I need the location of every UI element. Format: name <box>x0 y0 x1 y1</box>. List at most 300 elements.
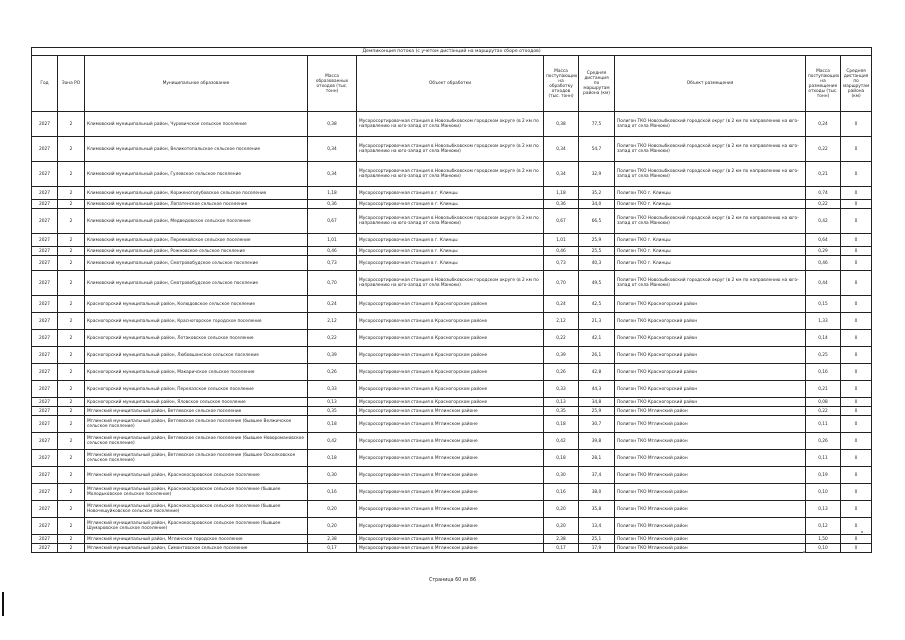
cell-zone: 2 <box>58 398 85 407</box>
cell-placement-object: Полигон ТКО Мглинский район <box>615 416 806 433</box>
cell-processing-object: Мусоросортировочная станция в г. Клинцы <box>357 256 544 271</box>
cell-avg-distance: 40,3 <box>579 256 615 271</box>
cell-zone: 2 <box>58 187 85 200</box>
cell-year: 2027 <box>32 407 58 416</box>
cell-avg-distance-2: 0 <box>841 381 872 398</box>
cell-avg-distance-2: 0 <box>841 433 872 450</box>
table-row <box>32 247 872 256</box>
cell-mass-to-placement: 0,44 <box>806 271 841 296</box>
cell-zone: 2 <box>58 209 85 234</box>
cell-mass-generated: 0,30 <box>308 467 357 484</box>
cell-processing-object: Мусоросортировочная станция в Мглинском районе <box>357 544 544 553</box>
page-number: Страница 60 из 86 <box>428 578 477 583</box>
cell-avg-distance-2: 0 <box>841 544 872 553</box>
cell-mass-generated: 0,24 <box>308 296 357 313</box>
cell-municipality: Климовский муниципальный район, Чуровичское сельское поселение <box>85 112 308 137</box>
header-year: Год <box>32 56 58 112</box>
cell-avg-distance-2: 0 <box>841 364 872 381</box>
cell-year: 2027 <box>32 209 58 234</box>
cell-avg-distance-2: 0 <box>841 347 872 364</box>
cell-municipality: Мглинский муниципальный район, Краснокосаровское сельское поселение <box>85 467 308 484</box>
cell-municipality: Климовский муниципальный район, Великотопальское сельское поселение <box>85 137 308 162</box>
page-edge-mark <box>2 592 4 616</box>
cell-placement-object: Полигон ТКО г. Клинцы <box>615 247 806 256</box>
cell-mass-to-placement: 0,21 <box>806 162 841 187</box>
cell-mass-generated: 0,67 <box>308 209 357 234</box>
cell-placement-object: Полигон ТКО г. Клинцы <box>615 200 806 209</box>
cell-avg-distance: 25,9 <box>579 407 615 416</box>
cell-year: 2027 <box>32 501 58 518</box>
cell-municipality: Красногорский муниципальный район, Любовшанское сельское поселение <box>85 347 308 364</box>
cell-avg-distance-2: 0 <box>841 112 872 137</box>
cell-mass-to-processing: 0,20 <box>544 518 579 535</box>
cell-avg-distance: 28,1 <box>579 450 615 467</box>
cell-municipality: Мглинский муниципальный район, Краснокосаровское сельское поселение (бывшее Шумаровское сельское поселение) <box>85 518 308 535</box>
cell-zone: 2 <box>58 535 85 544</box>
cell-avg-distance-2: 0 <box>841 137 872 162</box>
cell-zone: 2 <box>58 112 85 137</box>
cell-mass-generated: 0,18 <box>308 450 357 467</box>
cell-zone: 2 <box>58 256 85 271</box>
cell-year: 2027 <box>32 433 58 450</box>
cell-avg-distance-2: 0 <box>841 256 872 271</box>
cell-mass-generated: 0,18 <box>308 416 357 433</box>
cell-zone: 2 <box>58 381 85 398</box>
cell-year: 2027 <box>32 247 58 256</box>
cell-mass-generated: 0,70 <box>308 271 357 296</box>
cell-placement-object: Полигон ТКО Мглинский район <box>615 544 806 553</box>
cell-processing-object: Мусоросортировочная станция в Мглинском районе <box>357 433 544 450</box>
table-row <box>32 271 872 296</box>
header-zone: Зона РО <box>58 56 85 112</box>
cell-year: 2027 <box>32 112 58 137</box>
cell-year: 2027 <box>32 381 58 398</box>
cell-avg-distance: 25,5 <box>579 247 615 256</box>
cell-municipality: Климовский муниципальный район, Лопатенское сельское поселение <box>85 200 308 209</box>
cell-municipality: Климовский муниципальный район, Рожновское сельское поселение <box>85 247 308 256</box>
cell-placement-object: Полигон ТКО Красногорский район <box>615 381 806 398</box>
cell-avg-distance: 66,5 <box>579 209 615 234</box>
cell-mass-generated: 0,20 <box>308 518 357 535</box>
cell-mass-to-placement: 1,33 <box>806 313 841 330</box>
header-avg-distance-2: Средняя дистанция по маршрутам района (км) <box>841 56 872 112</box>
cell-placement-object: Полигон ТКО г. Клинцы <box>615 256 806 271</box>
cell-year: 2027 <box>32 544 58 553</box>
cell-avg-distance: 35,8 <box>579 501 615 518</box>
cell-avg-distance-2: 0 <box>841 398 872 407</box>
cell-mass-to-placement: 0,12 <box>806 518 841 535</box>
cell-mass-to-processing: 0,18 <box>544 450 579 467</box>
cell-avg-distance-2: 0 <box>841 234 872 247</box>
table-row <box>32 450 872 467</box>
cell-mass-to-processing: 0,24 <box>544 296 579 313</box>
cell-mass-to-processing: 0,20 <box>544 501 579 518</box>
cell-avg-distance: 13,4 <box>579 518 615 535</box>
cell-mass-to-processing: 0,46 <box>544 247 579 256</box>
cell-mass-to-processing: 0,13 <box>544 398 579 407</box>
cell-mass-to-placement: 0,26 <box>806 433 841 450</box>
cell-zone: 2 <box>58 416 85 433</box>
table-row <box>32 467 872 484</box>
cell-mass-to-processing: 0,73 <box>544 256 579 271</box>
cell-avg-distance-2: 0 <box>841 484 872 501</box>
table-row <box>32 313 872 330</box>
cell-mass-generated: 0,36 <box>308 200 357 209</box>
cell-avg-distance-2: 0 <box>841 296 872 313</box>
cell-municipality: Климовский муниципальный район, Переемайское сельское поселение <box>85 234 308 247</box>
cell-mass-to-placement: 0,10 <box>806 544 841 553</box>
cell-year: 2027 <box>32 347 58 364</box>
cell-processing-object: Мусоросортировочная станция в Красногорском районе <box>357 364 544 381</box>
cell-municipality: Красногорский муниципальный район, Макаричское сельское поселение <box>85 364 308 381</box>
cell-avg-distance-2: 0 <box>841 162 872 187</box>
table-row <box>32 256 872 271</box>
cell-placement-object: Полигон ТКО Новозыбковский городской округ (в 2 км по направлению на юго-запад от села Манюки) <box>615 112 806 137</box>
cell-year: 2027 <box>32 296 58 313</box>
table-row <box>32 518 872 535</box>
cell-municipality: Мглинский муниципальный район, Ветлевское сельское поселение (бывшее Новоромановское сельское поселение) <box>85 433 308 450</box>
cell-avg-distance-2: 0 <box>841 407 872 416</box>
cell-mass-generated: 1,01 <box>308 234 357 247</box>
cell-mass-to-processing: 0,34 <box>544 137 579 162</box>
cell-avg-distance-2: 0 <box>841 247 872 256</box>
cell-processing-object: Мусоросортировочная станция в Мглинском районе <box>357 467 544 484</box>
cell-processing-object: Мусоросортировочная станция в Красногорском районе <box>357 330 544 347</box>
cell-municipality: Мглинский муниципальный район, Краснокосаровское сельское поселение (бывшее Молодьковское сельское поселение) <box>85 484 308 501</box>
cell-zone: 2 <box>58 467 85 484</box>
cell-mass-to-placement: 0,11 <box>806 416 841 433</box>
cell-mass-generated: 0,46 <box>308 247 357 256</box>
cell-avg-distance: 49,5 <box>579 271 615 296</box>
cell-zone: 2 <box>58 296 85 313</box>
cell-year: 2027 <box>32 416 58 433</box>
cell-processing-object: Мусоросортировочная станция в Мглинском районе <box>357 535 544 544</box>
table-row <box>32 398 872 407</box>
table-title-row <box>32 48 872 56</box>
cell-avg-distance: 32,9 <box>579 162 615 187</box>
cell-avg-distance-2: 0 <box>841 501 872 518</box>
cell-placement-object: Полигон ТКО г. Клинцы <box>615 187 806 200</box>
cell-mass-generated: 0,33 <box>308 381 357 398</box>
cell-zone: 2 <box>58 484 85 501</box>
cell-processing-object: Мусоросортировочная станция в Красногорском районе <box>357 398 544 407</box>
cell-mass-to-placement: 0,11 <box>806 450 841 467</box>
cell-mass-to-placement: 0,25 <box>806 347 841 364</box>
header-municipality: Муниципальное образование <box>85 56 308 112</box>
cell-processing-object: Мусоросортировочная станция в Мглинском районе <box>357 407 544 416</box>
cell-municipality: Климовский муниципальный район, Медведовское сельское поселение <box>85 209 308 234</box>
cell-zone: 2 <box>58 544 85 553</box>
cell-year: 2027 <box>32 535 58 544</box>
cell-avg-distance-2: 0 <box>841 200 872 209</box>
cell-placement-object: Полигон ТКО Красногорский район <box>615 296 806 313</box>
cell-avg-distance: 21,3 <box>579 313 615 330</box>
cell-municipality: Климовский муниципальный район, Смотровобудское сельское поселение <box>85 271 308 296</box>
cell-year: 2027 <box>32 234 58 247</box>
cell-mass-to-processing: 0,34 <box>544 162 579 187</box>
cell-mass-to-processing: 0,70 <box>544 271 579 296</box>
cell-avg-distance: 17,9 <box>579 544 615 553</box>
cell-mass-to-processing: 0,30 <box>544 467 579 484</box>
cell-processing-object: Мусоросортировочная станция в Новозыбковском городском округе (в 2 км по направлению на юго-запад от села Манюки) <box>357 162 544 187</box>
cell-avg-distance-2: 0 <box>841 313 872 330</box>
cell-year: 2027 <box>32 364 58 381</box>
cell-avg-distance-2: 0 <box>841 187 872 200</box>
cell-placement-object: Полигон ТКО Красногорский район <box>615 330 806 347</box>
table-row <box>32 112 872 137</box>
cell-mass-to-processing: 2,38 <box>544 535 579 544</box>
cell-avg-distance-2: 0 <box>841 518 872 535</box>
table-row <box>32 364 872 381</box>
cell-year: 2027 <box>32 313 58 330</box>
cell-year: 2027 <box>32 467 58 484</box>
cell-placement-object: Полигон ТКО Новозыбковский городской округ (в 2 км по направлению на юго-запад от села Манюки) <box>615 137 806 162</box>
table-row <box>32 137 872 162</box>
cell-municipality: Красногорский муниципальный район, Красногорское городское поселение <box>85 313 308 330</box>
cell-zone: 2 <box>58 501 85 518</box>
scan-speck <box>861 531 863 533</box>
table-row <box>32 501 872 518</box>
cell-municipality: Мглинский муниципальный район, Краснокосаровское сельское поселение (бывшее Новочешуйковское сельское поселение) <box>85 501 308 518</box>
cell-avg-distance-2: 0 <box>841 450 872 467</box>
table-row <box>32 381 872 398</box>
cell-mass-to-placement: 0,64 <box>806 234 841 247</box>
cell-avg-distance: 42,8 <box>579 364 615 381</box>
cell-mass-to-placement: 0,46 <box>806 256 841 271</box>
cell-processing-object: Мусоросортировочная станция в Новозыбковском городском округе (в 2 км по направлению на юго-запад от села Манюки) <box>357 209 544 234</box>
cell-mass-generated: 0,20 <box>308 501 357 518</box>
cell-avg-distance: 39,8 <box>579 433 615 450</box>
cell-mass-to-placement: 0,74 <box>806 187 841 200</box>
cell-municipality: Мглинский муниципальный район, Симонтовское сельское поселение <box>85 544 308 553</box>
cell-placement-object: Полигон ТКО Мглинский район <box>615 450 806 467</box>
cell-processing-object: Мусоросортировочная станция в Мглинском районе <box>357 450 544 467</box>
cell-mass-to-processing: 0,36 <box>544 200 579 209</box>
cell-municipality: Климовский муниципальный район, Гулевское сельское поселение <box>85 162 308 187</box>
cell-mass-generated: 0,39 <box>308 347 357 364</box>
cell-processing-object: Мусоросортировочная станция в г. Клинцы <box>357 200 544 209</box>
table-title: Демпиконция потока (с учетом дистанций на маршрутах сборе отходов) <box>32 48 872 56</box>
cell-processing-object: Мусоросортировочная станция в Красногорском районе <box>357 381 544 398</box>
cell-placement-object: Полигон ТКО Новозыбковский городской округ (в 2 км по направлению на юго-запад от села Манюки) <box>615 209 806 234</box>
cell-mass-to-processing: 0,17 <box>544 544 579 553</box>
cell-processing-object: Мусоросортировочная станция в г. Клинцы <box>357 234 544 247</box>
cell-mass-to-placement: 0,24 <box>806 112 841 137</box>
document-sheet <box>31 47 870 553</box>
cell-zone: 2 <box>58 364 85 381</box>
cell-processing-object: Мусоросортировочная станция в Новозыбковском городском округе (в 2 км по направлению на юго-запад от села Манюки) <box>357 137 544 162</box>
cell-mass-to-processing: 0,35 <box>544 407 579 416</box>
cell-municipality: Красногорский муниципальный район, Яловское сельское поселение <box>85 398 308 407</box>
cell-avg-distance: 26,1 <box>579 347 615 364</box>
header-mass-to-processing: Масса поступающих на обработку отходов (тыс. тонн) <box>544 56 579 112</box>
cell-mass-generated: 2,38 <box>308 535 357 544</box>
cell-avg-distance-2: 0 <box>841 271 872 296</box>
cell-mass-to-placement: 0,10 <box>806 484 841 501</box>
cell-avg-distance-2: 0 <box>841 330 872 347</box>
cell-year: 2027 <box>32 330 58 347</box>
cell-mass-generated: 0,42 <box>308 433 357 450</box>
cell-avg-distance: 34,8 <box>579 398 615 407</box>
cell-mass-to-placement: 0,16 <box>806 364 841 381</box>
cell-municipality: Красногорский муниципальный район, Перелазское сельское поселение <box>85 381 308 398</box>
cell-placement-object: Полигон ТКО Мглинский район <box>615 433 806 450</box>
cell-avg-distance: 37,4 <box>579 467 615 484</box>
cell-municipality: Мглинский муниципальный район, Ветлевское сельское поселение <box>85 407 308 416</box>
cell-mass-to-placement: 0,13 <box>806 501 841 518</box>
cell-processing-object: Мусоросортировочная станция в Красногорском районе <box>357 296 544 313</box>
cell-mass-to-placement: 0,22 <box>806 407 841 416</box>
cell-mass-to-placement: 0,14 <box>806 330 841 347</box>
cell-zone: 2 <box>58 247 85 256</box>
cell-zone: 2 <box>58 330 85 347</box>
cell-placement-object: Полигон ТКО Красногорский район <box>615 364 806 381</box>
cell-avg-distance: 34,0 <box>579 200 615 209</box>
cell-zone: 2 <box>58 271 85 296</box>
cell-processing-object: Мусоросортировочная станция в г. Клинцы <box>357 247 544 256</box>
cell-mass-to-processing: 1,18 <box>544 187 579 200</box>
cell-mass-generated: 0,35 <box>308 407 357 416</box>
cell-mass-generated: 0,73 <box>308 256 357 271</box>
cell-mass-to-placement: 0,42 <box>806 209 841 234</box>
cell-placement-object: Полигон ТКО Красногорский район <box>615 398 806 407</box>
waste-flow-table <box>31 47 872 553</box>
cell-avg-distance: 42,1 <box>579 330 615 347</box>
cell-mass-to-processing: 0,18 <box>544 416 579 433</box>
cell-zone: 2 <box>58 407 85 416</box>
cell-processing-object: Мусоросортировочная станция в Мглинском районе <box>357 416 544 433</box>
cell-year: 2027 <box>32 137 58 162</box>
cell-avg-distance: 54,7 <box>579 137 615 162</box>
header-row <box>32 56 872 112</box>
cell-zone: 2 <box>58 200 85 209</box>
cell-mass-to-processing: 0,22 <box>544 330 579 347</box>
cell-avg-distance: 44,3 <box>579 381 615 398</box>
table-row <box>32 433 872 450</box>
header-mass-generated: Масса образованных отходов (тыс. тонн) <box>308 56 357 112</box>
cell-mass-generated: 0,34 <box>308 137 357 162</box>
cell-processing-object: Мусоросортировочная станция в Новозыбковском городском округе (в 2 км по направлению на юго-запад от села Манюки) <box>357 271 544 296</box>
cell-mass-to-processing: 0,33 <box>544 381 579 398</box>
cell-processing-object: Мусоросортировочная станция в г. Клинцы <box>357 187 544 200</box>
table-row <box>32 200 872 209</box>
cell-avg-distance: 42,5 <box>579 296 615 313</box>
cell-avg-distance-2: 0 <box>841 209 872 234</box>
cell-mass-generated: 0,34 <box>308 162 357 187</box>
table-row <box>32 347 872 364</box>
table-row <box>32 187 872 200</box>
cell-year: 2027 <box>32 187 58 200</box>
cell-mass-to-processing: 0,39 <box>544 347 579 364</box>
table-row <box>32 407 872 416</box>
cell-year: 2027 <box>32 162 58 187</box>
cell-placement-object: Полигон ТКО Мглинский район <box>615 407 806 416</box>
cell-avg-distance: 30,7 <box>579 416 615 433</box>
cell-year: 2027 <box>32 484 58 501</box>
table-body <box>32 112 872 553</box>
table-row <box>32 296 872 313</box>
cell-placement-object: Полигон ТКО Новозыбковский городской округ (в 2 км по направлению на юго-запад от села Манюки) <box>615 162 806 187</box>
cell-placement-object: Полигон ТКО Мглинский район <box>615 501 806 518</box>
cell-mass-to-processing: 0,38 <box>544 112 579 137</box>
cell-placement-object: Полигон ТКО Мглинский район <box>615 518 806 535</box>
cell-mass-to-placement: 0,21 <box>806 381 841 398</box>
cell-mass-to-placement: 0,19 <box>806 467 841 484</box>
cell-placement-object: Полигон ТКО Красногорский район <box>615 313 806 330</box>
cell-mass-to-processing: 0,16 <box>544 484 579 501</box>
cell-municipality: Красногорский муниципальный район, Лотаковское сельское поселение <box>85 330 308 347</box>
cell-avg-distance: 77,5 <box>579 112 615 137</box>
cell-zone: 2 <box>58 234 85 247</box>
cell-zone: 2 <box>58 433 85 450</box>
cell-mass-to-processing: 0,42 <box>544 433 579 450</box>
cell-placement-object: Полигон ТКО г. Клинцы <box>615 234 806 247</box>
cell-mass-generated: 0,22 <box>308 330 357 347</box>
cell-mass-to-placement: 0,22 <box>806 137 841 162</box>
cell-avg-distance-2: 0 <box>841 416 872 433</box>
cell-zone: 2 <box>58 313 85 330</box>
cell-avg-distance: 25,1 <box>579 535 615 544</box>
cell-year: 2027 <box>32 271 58 296</box>
cell-avg-distance: 35,2 <box>579 187 615 200</box>
cell-placement-object: Полигон ТКО Мглинский район <box>615 467 806 484</box>
cell-processing-object: Мусоросортировочная станция в Красногорском районе <box>357 347 544 364</box>
cell-mass-to-processing: 0,67 <box>544 209 579 234</box>
cell-processing-object: Мусоросортировочная станция в Мглинском районе <box>357 501 544 518</box>
cell-year: 2027 <box>32 450 58 467</box>
cell-avg-distance: 25,9 <box>579 234 615 247</box>
header-avg-distance: Средняя дистанция по маршрутам района (км) <box>579 56 615 112</box>
table-row <box>32 544 872 553</box>
cell-avg-distance: 38,0 <box>579 484 615 501</box>
cell-avg-distance-2: 0 <box>841 467 872 484</box>
cell-mass-generated: 0,26 <box>308 364 357 381</box>
cell-processing-object: Мусоросортировочная станция в Новозыбковском городском округе (в 2 км по направлению на юго-запад от села Манюки) <box>357 112 544 137</box>
cell-mass-to-placement: 0,22 <box>806 200 841 209</box>
cell-municipality: Мглинский муниципальный район, Ветлевское сельское поселение (бывшее Осколковское сельское поселение) <box>85 450 308 467</box>
cell-municipality: Климовский муниципальный район, Смотровобудское сельское поселение <box>85 256 308 271</box>
cell-mass-to-placement: 1,50 <box>806 535 841 544</box>
cell-zone: 2 <box>58 518 85 535</box>
table-row <box>32 209 872 234</box>
cell-placement-object: Полигон ТКО Новозыбковский городской округ (в 2 км по направлению на юго-запад от села Манюки) <box>615 271 806 296</box>
cell-zone: 2 <box>58 347 85 364</box>
cell-processing-object: Мусоросортировочная станция в Красногорском районе <box>357 313 544 330</box>
cell-mass-to-processing: 2,12 <box>544 313 579 330</box>
cell-zone: 2 <box>58 137 85 162</box>
cell-year: 2027 <box>32 398 58 407</box>
header-placement-object: Объект размещения <box>615 56 806 112</box>
cell-mass-to-placement: 0,29 <box>806 247 841 256</box>
cell-municipality: Климовский муниципальный район, Корженоголубовское сельское поселение <box>85 187 308 200</box>
header-mass-to-placement: Масса поступающих на размещение отходы (тыс. тонн) <box>806 56 841 112</box>
cell-mass-generated: 0,17 <box>308 544 357 553</box>
cell-mass-to-placement: 0,15 <box>806 296 841 313</box>
table-row <box>32 330 872 347</box>
cell-placement-object: Полигон ТКО Мглинский район <box>615 535 806 544</box>
header-processing-object: Объект обработки <box>357 56 544 112</box>
cell-mass-to-placement: 0,08 <box>806 398 841 407</box>
cell-mass-to-processing: 0,26 <box>544 364 579 381</box>
table-row <box>32 234 872 247</box>
cell-avg-distance-2: 0 <box>841 535 872 544</box>
cell-mass-generated: 0,38 <box>308 112 357 137</box>
cell-municipality: Мглинский муниципальный район, Ветлевское сельское поселение (бывшее Велжичское сельское поселение) <box>85 416 308 433</box>
cell-zone: 2 <box>58 450 85 467</box>
cell-zone: 2 <box>58 162 85 187</box>
cell-year: 2027 <box>32 518 58 535</box>
cell-mass-generated: 0,16 <box>308 484 357 501</box>
